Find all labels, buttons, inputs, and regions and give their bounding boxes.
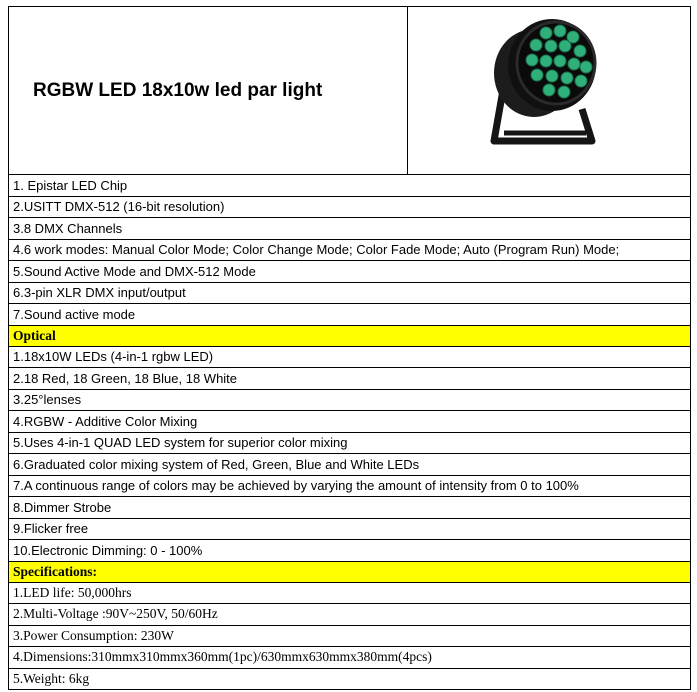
- optical-heading: Optical: [9, 325, 691, 346]
- optical-row: [9, 389, 691, 411]
- optical-row: [9, 497, 691, 519]
- feature-row: [9, 304, 691, 326]
- led-par-light-image: [474, 13, 624, 163]
- optical-text: 7.A continuous range of colors may be achieved by varying the amount of intensity from 0 to 100%: [9, 475, 691, 497]
- optical-row: [9, 475, 691, 497]
- spec-text: 3.Power Consumption: 230W: [9, 625, 691, 647]
- optical-text: 8.Dimmer Strobe: [9, 497, 691, 519]
- optical-text: 6.Graduated color mixing system of Red, Green, Blue and White LEDs: [9, 454, 691, 476]
- optical-text: 9.Flicker free: [9, 518, 691, 540]
- spec-row: [9, 647, 691, 669]
- optical-text: 2.18 Red, 18 Green, 18 Blue, 18 White: [9, 368, 691, 390]
- specifications-heading: Specifications:: [9, 561, 691, 582]
- feature-text: 7.Sound active mode: [9, 304, 691, 326]
- optical-row: [9, 518, 691, 540]
- feature-text: 2.USITT DMX-512 (16-bit resolution): [9, 196, 691, 218]
- optical-section-header: [9, 325, 691, 346]
- feature-text: 4.6 work modes: Manual Color Mode; Color Change Mode; Color Fade Mode; Auto (Program Run) Mode;: [9, 239, 691, 261]
- feature-text: 5.Sound Active Mode and DMX-512 Mode: [9, 261, 691, 283]
- spec-row: [9, 625, 691, 647]
- optical-row: [9, 346, 691, 368]
- spec-row: [9, 604, 691, 626]
- optical-row: [9, 432, 691, 454]
- optical-text: 4.RGBW - Additive Color Mixing: [9, 411, 691, 433]
- spec-text: 4.Dimensions:310mmx310mmx360mm(1pc)/630mmx630mmx380mm(4pcs): [9, 647, 691, 669]
- feature-row: [9, 175, 691, 197]
- product-image-cell: [408, 7, 691, 175]
- spec-row: [9, 582, 691, 604]
- spec-text: 5.Weight: 6kg: [9, 668, 691, 690]
- optical-text: 10.Electronic Dimming: 0 - 100%: [9, 540, 691, 562]
- specifications-section-header: [9, 561, 691, 582]
- spec-table: [8, 6, 691, 690]
- spec-row: [9, 668, 691, 690]
- feature-row: [9, 282, 691, 304]
- spec-text: 1.LED life: 50,000hrs: [9, 582, 691, 604]
- optical-row: [9, 540, 691, 562]
- product-title: RGBW LED 18x10w led par light: [33, 79, 323, 101]
- optical-row: [9, 368, 691, 390]
- optical-row: [9, 454, 691, 476]
- optical-text: 1.18x10W LEDs (4-in-1 rgbw LED): [9, 346, 691, 368]
- feature-text: 6.3-pin XLR DMX input/output: [9, 282, 691, 304]
- feature-row: [9, 239, 691, 261]
- feature-row: [9, 261, 691, 283]
- feature-text: 1. Epistar LED Chip: [9, 175, 691, 197]
- optical-text: 5.Uses 4-in-1 QUAD LED system for superior color mixing: [9, 432, 691, 454]
- feature-text: 3.8 DMX Channels: [9, 218, 691, 240]
- feature-row: [9, 218, 691, 240]
- feature-row: [9, 196, 691, 218]
- title-cell: [9, 7, 408, 175]
- spec-text: 2.Multi-Voltage :90V~250V, 50/60Hz: [9, 604, 691, 626]
- header-row: [9, 7, 691, 175]
- optical-text: 3.25°lenses: [9, 389, 691, 411]
- optical-row: [9, 411, 691, 433]
